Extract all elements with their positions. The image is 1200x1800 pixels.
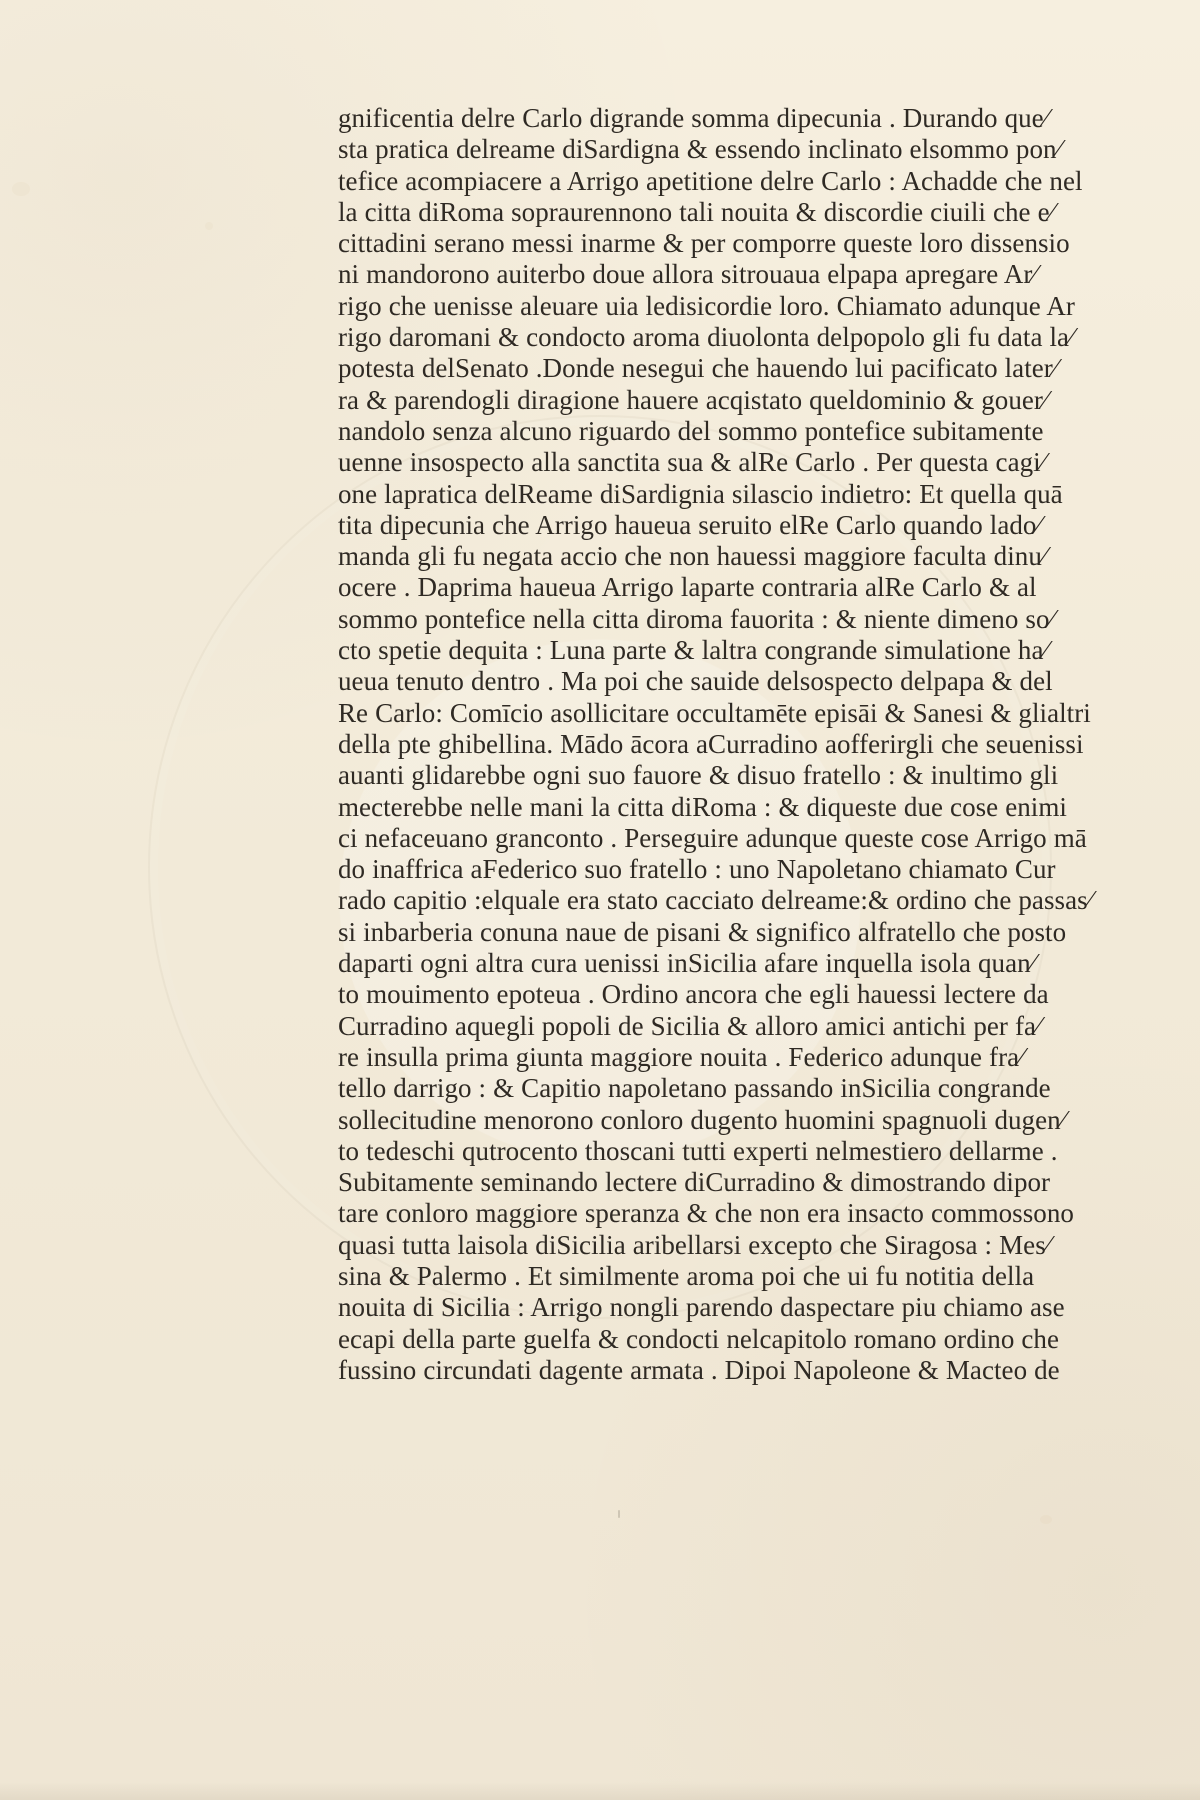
text-line: tefice acompiacere a Arrigo apetitione delre Carlo : Achadde che nel — [338, 165, 1083, 196]
text-line: nandolo senza alcuno riguardo del sommo pontefice subitamente — [338, 415, 1044, 446]
text-line: cto spetie dequita : Luna parte & laltra congrande simulatione ha⁄ — [338, 635, 1049, 666]
text-line: cittadini serano messi inarme & per comporre queste loro dissensio — [338, 228, 1070, 259]
text-line: potesta delSenato .Donde nesegui che hauendo lui pacificato later⁄ — [338, 353, 1058, 384]
text-line: ocere . Daprima haueua Arrigo laparte contraria alRe Carlo & al — [338, 572, 1037, 603]
text-line: sollecitudine menorono conloro dugento huomini spagnuoli dugen⁄ — [338, 1104, 1066, 1135]
text-line: sta pratica delreame diSardigna & essendo inclinato elsommo pon⁄ — [338, 134, 1062, 165]
text-line: Re Carlo: Comīcio asollicitare occultamēte episāi & Sanesi & glialtri — [338, 697, 1091, 728]
text-line: tello darrigo : & Capitio napoletano passando inSicilia congrande — [338, 1073, 1051, 1104]
text-line: daparti ogni altra cura uenissi inSicilia afare inquella isola quan⁄ — [338, 948, 1036, 979]
text-line: nouita di Sicilia : Arrigo nongli parendo daspectare piu chiamo ase — [338, 1292, 1065, 1323]
text-line: manda gli fu negata accio che non hauessi maggiore faculta dinu⁄ — [338, 541, 1047, 572]
text-line: do inaffrica aFederico suo fratello : uno Napoletano chiamato Cur — [338, 854, 1056, 885]
text-line: la citta diRoma sopraurennono tali nouita & discordie ciuili che e⁄ — [338, 196, 1055, 227]
text-line: rigo daromani & condocto aroma diuolonta delpopolo gli fu data la⁄ — [338, 322, 1074, 353]
page-mark — [618, 1510, 620, 1518]
text-line: to tedeschi qutrocento thoscani tutti experti nelmestiero dellarme . — [338, 1135, 1058, 1166]
text-line: tita dipecunia che Arrigo haueua seruito elRe Carlo quando lado⁄ — [338, 509, 1042, 540]
text-line: uenne insospecto alla sanctita sua & alRe Carlo . Per questa cagi⁄ — [338, 447, 1046, 478]
text-line: rigo che uenisse aleuare uia ledisicordie loro. Chiamato adunque Ar — [338, 290, 1075, 321]
text-line: sina & Palermo . Et similmente aroma poi che ui fu notitia della — [338, 1260, 1035, 1291]
page-bottom-edge — [0, 1782, 1200, 1800]
paper-stain — [12, 182, 30, 196]
text-line: ci nefaceuano granconto . Perseguire adunque queste cose Arrigo mā — [338, 822, 1087, 853]
text-line: Subitamente seminando lectere diCurradino & dimostrando dipor — [338, 1167, 1051, 1198]
text-line: Curradino aquegli popoli de Sicilia & alloro amici antichi per fa⁄ — [338, 1010, 1041, 1041]
text-line: sommo pontefice nella citta diroma fauorita : & niente dimeno so⁄ — [338, 603, 1055, 634]
text-line: si inbarberia conuna naue de pisani & significo alfratello che posto — [338, 916, 1067, 947]
text-line: ra & parendogli diragione hauere acqistato queldominio & gouer⁄ — [338, 384, 1048, 415]
text-line: auanti glidarebbe ogni suo fauore & disuo fratello : & inultimo gli — [338, 760, 1059, 791]
text-line: to mouimento epoteua . Ordino ancora che egli hauessi lectere da — [338, 979, 1049, 1010]
text-line: rado capitio :elquale era stato cacciato delreame:& ordino che passas⁄ — [338, 885, 1093, 916]
text-line: ni mandorono auiterbo doue allora sitrouaua elpapa apregare Ar⁄ — [338, 259, 1037, 290]
text-line: fussino circundati dagente armata . Dipoi Napoleone & Macteo de — [338, 1354, 1060, 1385]
paper-stain — [1040, 1515, 1052, 1524]
text-line: ueua tenuto dentro . Ma poi che sauide delsospecto delpapa & del — [338, 666, 1053, 697]
text-line: quasi tutta laisola diSicilia aribellarsi excepto che Siragosa : Mes⁄ — [338, 1229, 1051, 1260]
document-body — [338, 103, 1098, 1386]
text-line: re insulla prima giunta maggiore nouita . Federico adunque fra⁄ — [338, 1041, 1024, 1072]
text-line: tare conloro maggiore speranza & che non era insacto commossono — [338, 1198, 1074, 1229]
text-line: ecapi della parte guelfa & condocti nelcapitolo romano ordino che — [338, 1323, 1060, 1354]
paper-stain — [205, 222, 213, 230]
text-line: one lapratica delReame diSardignia silascio indietro: Et quella quā — [338, 478, 1063, 509]
text-line: gnificentia delre Carlo digrande somma dipecunia . Durando que⁄ — [338, 103, 1049, 133]
text-line: mecterebbe nelle mani la citta diRoma : & diqueste due cose enimi — [338, 791, 1067, 822]
text-line: della pte ghibellina. Mādo ācora aCurradino aofferirgli che seuenissi — [338, 728, 1084, 759]
